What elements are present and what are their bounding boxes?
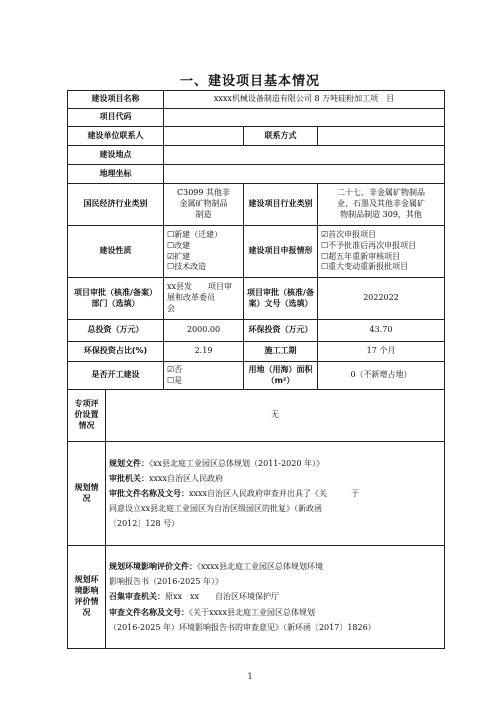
planning-line: 审批文件名称及文号：xxxx自治区人民政府审查并出具了《关 于 bbox=[109, 488, 360, 498]
checkbox-new[interactable]: ☐新建（迁建） bbox=[167, 229, 223, 239]
value-nature bbox=[164, 226, 244, 278]
label-ratio: 环保投资占比(%) bbox=[68, 342, 164, 362]
approval-line: xx县发 项目审 bbox=[167, 282, 233, 292]
label-eia: 规划环境影响评价情况 bbox=[68, 546, 106, 649]
eia-line: 影响报告书（2016-2025 年）》 bbox=[109, 577, 223, 587]
eia-line: 审查文件名称及文号：《关于xxxx县北庭工业园区总体规划 bbox=[109, 607, 316, 617]
planning-line: 同意设立xx县北庭工业园区为自治区级园区的批复》（新政函 bbox=[109, 504, 323, 514]
label-special: 专项评价设置情况 bbox=[68, 390, 106, 442]
project-industry-line: 物制品制造 309，其他 bbox=[340, 209, 422, 219]
checkbox-five-year[interactable]: ☐超五年重新审核项目 bbox=[321, 251, 401, 261]
row-nature bbox=[68, 226, 445, 278]
value-contact bbox=[164, 127, 244, 146]
label-location: 建设地点 bbox=[68, 146, 164, 165]
value-approval-dept bbox=[164, 278, 244, 320]
industry-line: 金属矿物制品 bbox=[179, 199, 228, 209]
label-project-name: 建设项目名称 bbox=[68, 91, 164, 109]
row-industry bbox=[68, 184, 445, 226]
checkbox-expand[interactable]: ☑扩建 bbox=[167, 251, 191, 261]
value-industry bbox=[164, 184, 244, 226]
label-area: 用地（用海）面积（m²） bbox=[244, 362, 318, 390]
value-eia bbox=[106, 546, 445, 649]
checkbox-major-change[interactable]: ☐重大变动重新报批项目 bbox=[321, 262, 409, 272]
checkbox-first[interactable]: ☑首次申报项目 bbox=[321, 229, 377, 239]
planning-line: 〔2012〕128 号） bbox=[109, 519, 180, 529]
row-investment bbox=[68, 320, 445, 342]
label-planning: 规划情况 bbox=[68, 442, 106, 546]
label-filing: 建设项目申报情形 bbox=[244, 226, 318, 278]
value-special: 无 bbox=[106, 390, 445, 442]
value-phone bbox=[318, 127, 445, 146]
checkbox-tech[interactable]: ☐技术改造 bbox=[167, 262, 207, 272]
project-industry-line: 业、石墨及其他非金属矿 bbox=[337, 199, 425, 209]
value-project-name: xxxx机械设备制造有限公司 8 万吨硅粉加工项 目 bbox=[164, 91, 445, 109]
checkbox-no[interactable]: ☑否 bbox=[167, 364, 183, 374]
approval-line: 展和改革委员 bbox=[167, 293, 215, 303]
row-eia bbox=[68, 546, 445, 649]
label-phone: 联系方式 bbox=[244, 127, 318, 146]
value-area: 0（不新增占地） bbox=[318, 362, 445, 390]
row-location bbox=[68, 146, 445, 165]
eia-line: （2016-2025 年）环境影响报告书的审查意见》（新环函〔2017〕1826） bbox=[109, 622, 376, 632]
checkbox-yes[interactable]: ☐是 bbox=[167, 375, 183, 385]
value-location bbox=[164, 146, 445, 165]
value-project-industry bbox=[318, 184, 445, 226]
label-investment: 总投资（万元） bbox=[68, 320, 164, 342]
row-project-code bbox=[68, 109, 445, 127]
label-approval-dept: 项目审批（核准/备案）部门（选填） bbox=[68, 278, 164, 320]
industry-line: 制造 bbox=[195, 209, 212, 219]
row-planning bbox=[68, 442, 445, 546]
project-industry-line: 二十七、非金属矿物制品 bbox=[337, 188, 425, 198]
label-project-code: 项目代码 bbox=[68, 109, 164, 127]
planning-line: 规划文件：《xx县北庭工业园区总体规划（2011-2020 年）》 bbox=[109, 458, 324, 468]
row-approval bbox=[68, 278, 445, 320]
project-info-table bbox=[67, 90, 445, 649]
row-project-name bbox=[68, 91, 445, 109]
label-coords: 地理坐标 bbox=[68, 165, 164, 184]
checkbox-rebuild[interactable]: ☐改建 bbox=[167, 240, 191, 250]
page-number: 1 bbox=[247, 672, 253, 681]
row-coords bbox=[68, 165, 445, 184]
label-project-industry: 建设项目行业类别 bbox=[244, 184, 318, 226]
row-started bbox=[68, 362, 445, 390]
industry-line: C3099 其他非 bbox=[176, 188, 231, 198]
value-coords bbox=[164, 165, 445, 184]
row-special bbox=[68, 390, 445, 442]
label-approval-no: 项目审批（核准/备案）文号（选填） bbox=[244, 278, 318, 320]
value-duration: 17 个月 bbox=[318, 342, 445, 362]
value-investment: 2000.00 bbox=[164, 320, 244, 342]
planning-line: 审批机关：xxxx自治区人民政府 bbox=[109, 473, 224, 483]
value-planning bbox=[106, 442, 445, 546]
label-nature: 建设性质 bbox=[68, 226, 164, 278]
label-env-investment: 环保投资（万元） bbox=[244, 320, 318, 342]
value-env-investment: 43.70 bbox=[318, 320, 445, 342]
value-approval-no: 2022022 bbox=[318, 278, 445, 320]
label-duration: 施工工期 bbox=[244, 342, 318, 362]
row-contact bbox=[68, 127, 445, 146]
eia-line: 规划环境影响评价文件：《xxxx县北庭工业园区总体规划环境 bbox=[109, 562, 324, 572]
approval-line: 会 bbox=[167, 303, 175, 313]
checkbox-resubmit[interactable]: ☐不予批准后再次申报项目 bbox=[321, 240, 417, 250]
value-ratio: 2.19 bbox=[164, 342, 244, 362]
value-started bbox=[164, 362, 244, 390]
label-started: 是否开工建设 bbox=[68, 362, 164, 390]
row-ratio bbox=[68, 342, 445, 362]
label-industry: 国民经济行业类别 bbox=[68, 184, 164, 226]
page-title: 一、建设项目基本情况 bbox=[179, 74, 320, 89]
value-filing bbox=[318, 226, 445, 278]
eia-line: 召集审查机关：原xx xx 自治区环境保护厅 bbox=[109, 592, 280, 602]
value-project-code bbox=[164, 109, 445, 127]
label-contact: 建设单位联系人 bbox=[68, 127, 164, 146]
